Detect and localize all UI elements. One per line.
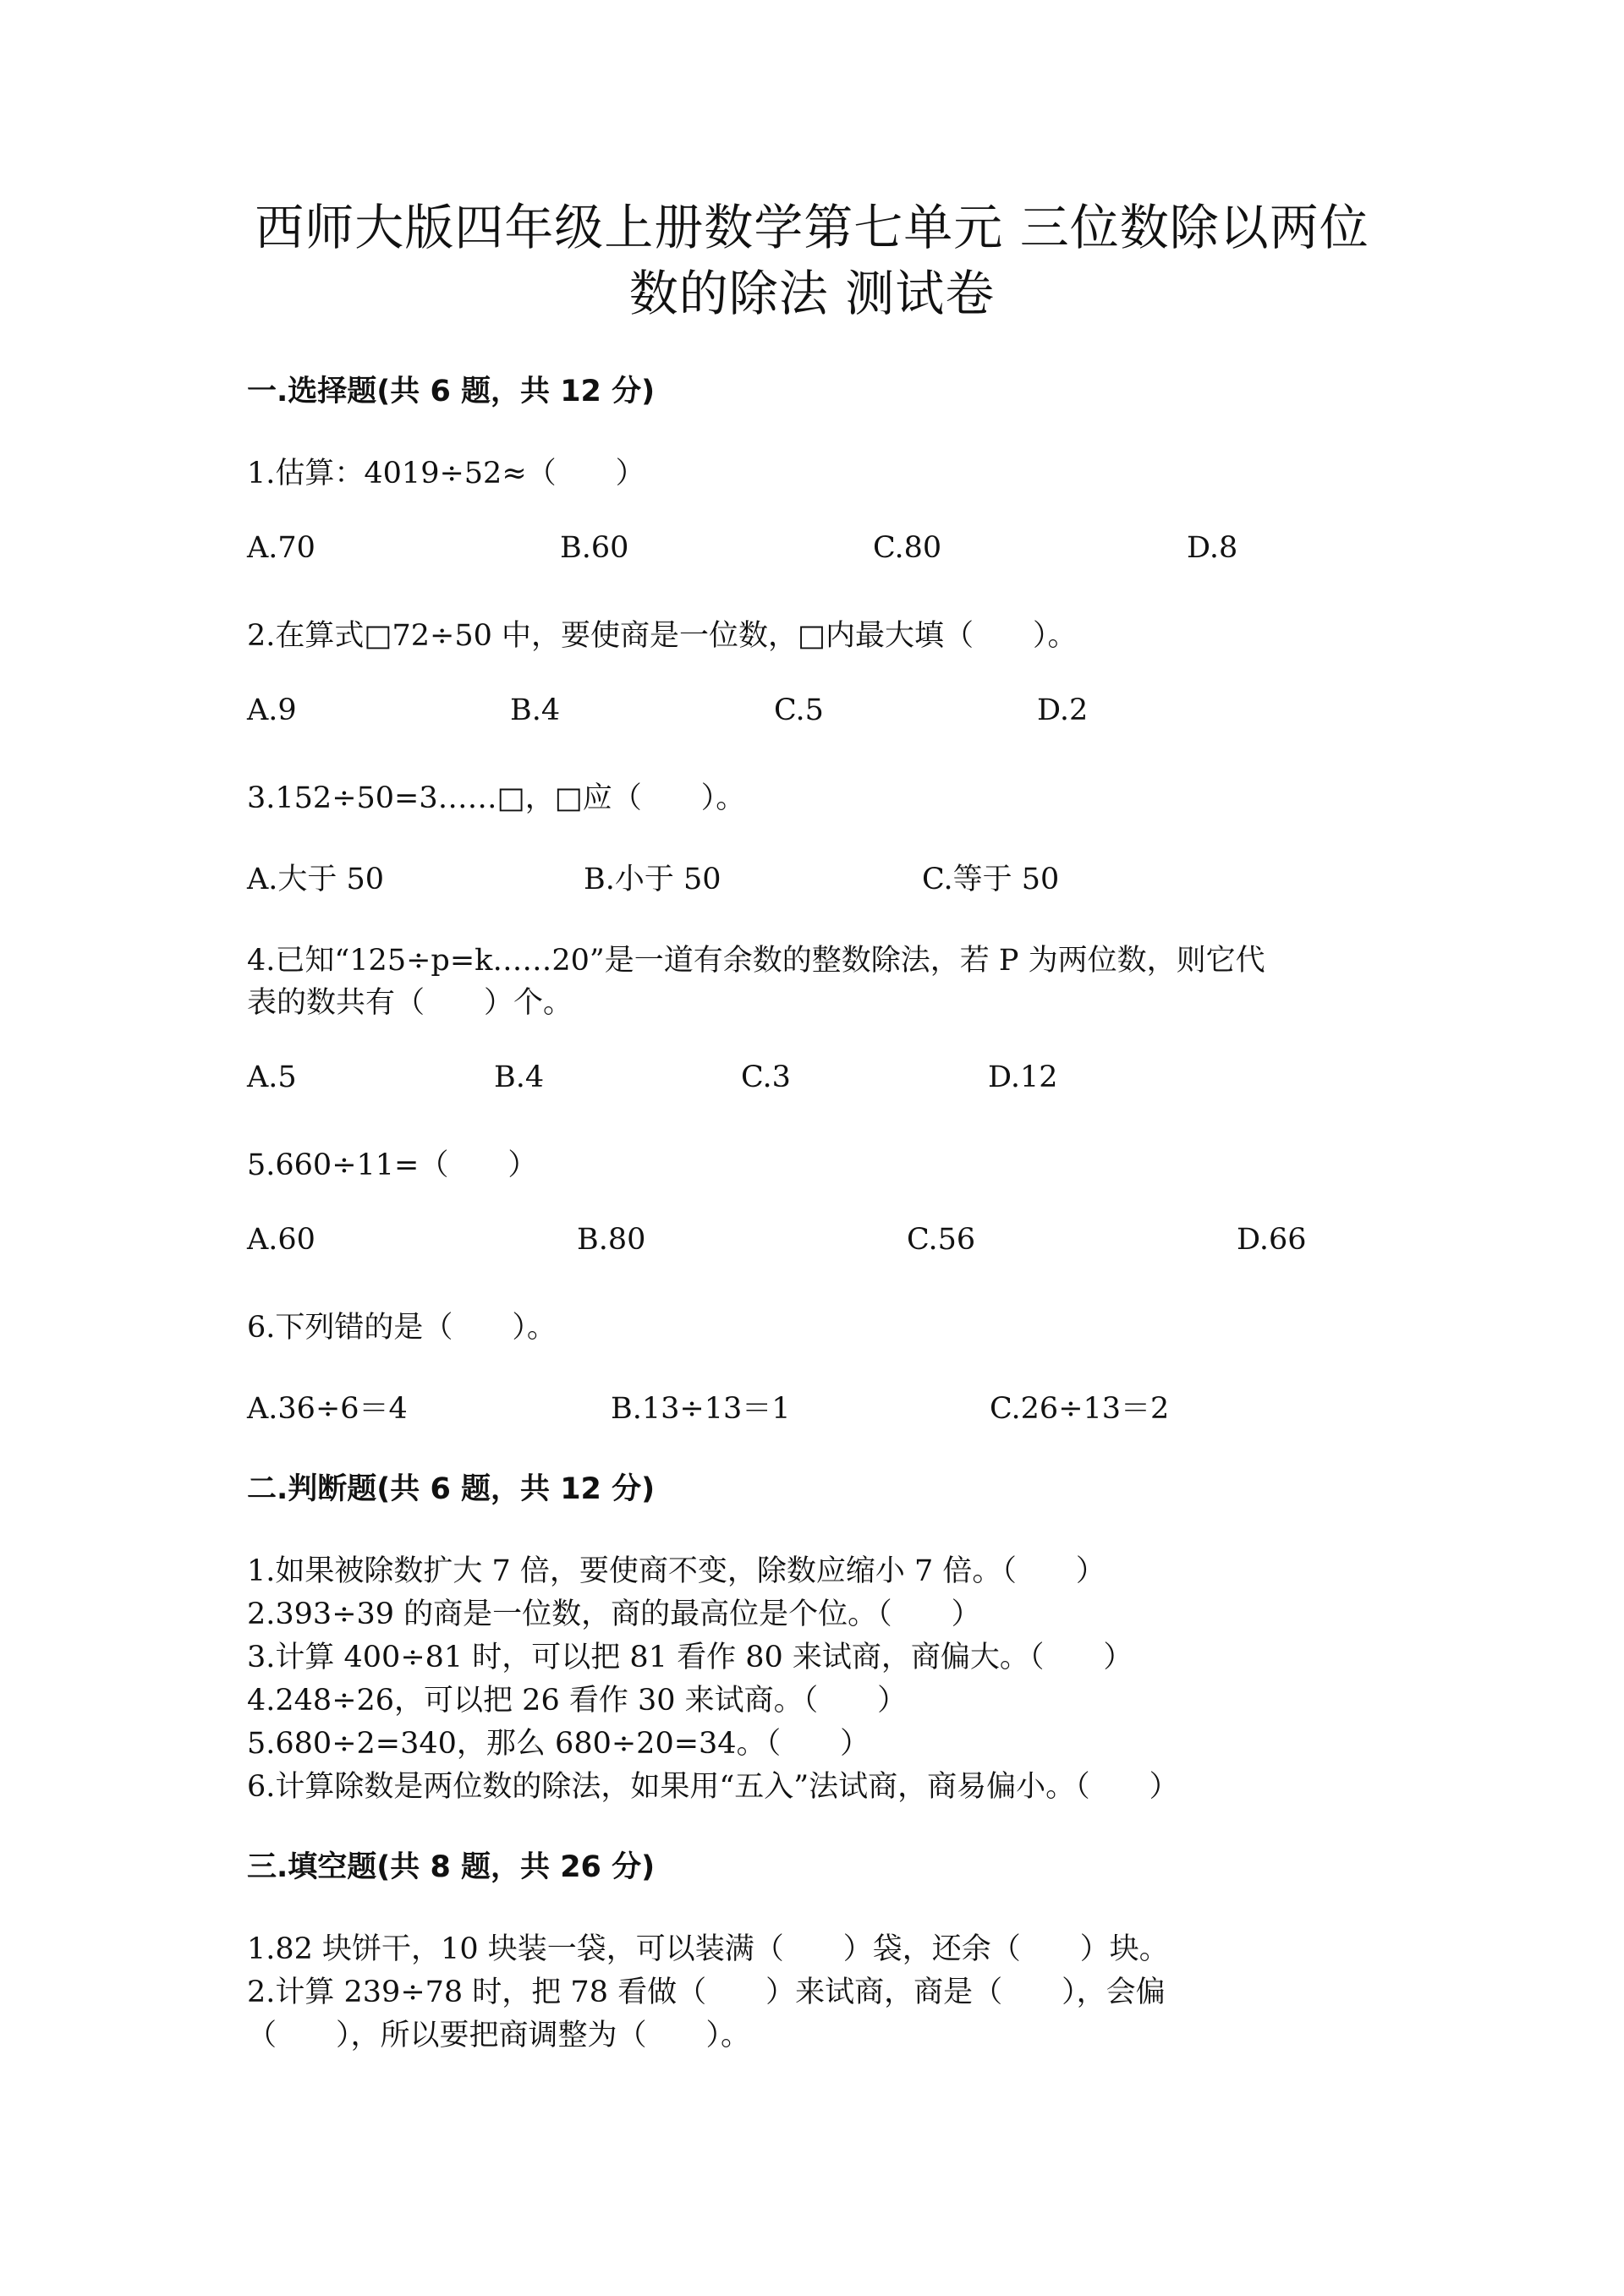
option-d: D.12 (988, 1060, 1058, 1094)
fill-question: 1.82 块饼干，10 块装一袋，可以装满（ ）袋，还余（ ）块。 (247, 1932, 1169, 1966)
section-heading-judge: 二.判断题(共 6 题，共 12 分) (247, 1472, 656, 1506)
option-c: C.26÷13＝2 (990, 1392, 1170, 1426)
option-d: D.2 (1037, 693, 1089, 727)
question-text: 2.在算式□72÷50 中，要使商是一位数，□内最大填（ ）。 (247, 619, 1078, 653)
option-c: C.56 (907, 1223, 976, 1257)
question-text-line1: 4.已知“125÷p=k……20”是一道有余数的整数除法，若 P 为两位数，则它代 (247, 944, 1265, 978)
option-d: D.66 (1237, 1223, 1307, 1257)
option-c: C.5 (774, 693, 824, 727)
option-c: C.80 (873, 531, 942, 565)
judge-question: 6.计算除数是两位数的除法，如果用“五入”法试商，商易偏小。（ ） (247, 1770, 1179, 1804)
section-heading-choice: 一.选择题(共 6 题，共 12 分) (247, 375, 656, 408)
option-c: C.等于 50 (922, 863, 1060, 896)
option-a: A.9 (247, 693, 297, 727)
option-b: B.60 (560, 531, 629, 565)
option-b: B.80 (577, 1223, 646, 1257)
judge-question: 3.计算 400÷81 时，可以把 81 看作 80 来试商，商偏大。（ ） (247, 1641, 1133, 1674)
option-b: B.13÷13＝1 (611, 1392, 791, 1426)
judge-question: 5.680÷2=340，那么 680÷20=34。（ ） (247, 1727, 870, 1761)
question-text: 1.估算：4019÷52≈（ ） (247, 457, 645, 490)
question-text: 5.660÷11=（ ） (247, 1148, 538, 1182)
section-heading-fill: 三.填空题(共 8 题，共 26 分) (247, 1850, 656, 1884)
option-a: A.36÷6＝4 (247, 1392, 408, 1426)
page-title-line1: 西师大版四年级上册数学第七单元 三位数除以两位 (255, 199, 1369, 256)
option-d: D.8 (1187, 531, 1238, 565)
fill-question-continued: （ ），所以要把商调整为（ ）。 (247, 2019, 751, 2052)
judge-question: 4.248÷26，可以把 26 看作 30 来试商。（ ） (247, 1684, 908, 1718)
option-a: A.60 (247, 1223, 315, 1257)
question-text-line2: 表的数共有（ ）个。 (247, 986, 573, 1020)
option-a: A.70 (247, 531, 315, 565)
option-a: A.大于 50 (247, 863, 385, 896)
judge-question: 1.如果被除数扩大 7 倍，要使商不变，除数应缩小 7 倍。（ ） (247, 1554, 1106, 1588)
fill-question: 2.计算 239÷78 时，把 78 看做（ ）来试商，商是（ ），会偏 (247, 1975, 1166, 2009)
option-b: B.4 (494, 1060, 545, 1094)
option-a: A.5 (247, 1060, 297, 1094)
option-c: C.3 (741, 1060, 791, 1094)
judge-question: 2.393÷39 的商是一位数，商的最高位是个位。（ ） (247, 1597, 981, 1631)
option-b: B.小于 50 (584, 863, 721, 896)
option-b: B.4 (510, 693, 561, 727)
page-title-line2: 数的除法 测试卷 (628, 265, 996, 322)
question-text: 3.152÷50=3……□，□应（ ）。 (247, 781, 746, 815)
question-text: 6.下列错的是（ ）。 (247, 1311, 557, 1345)
